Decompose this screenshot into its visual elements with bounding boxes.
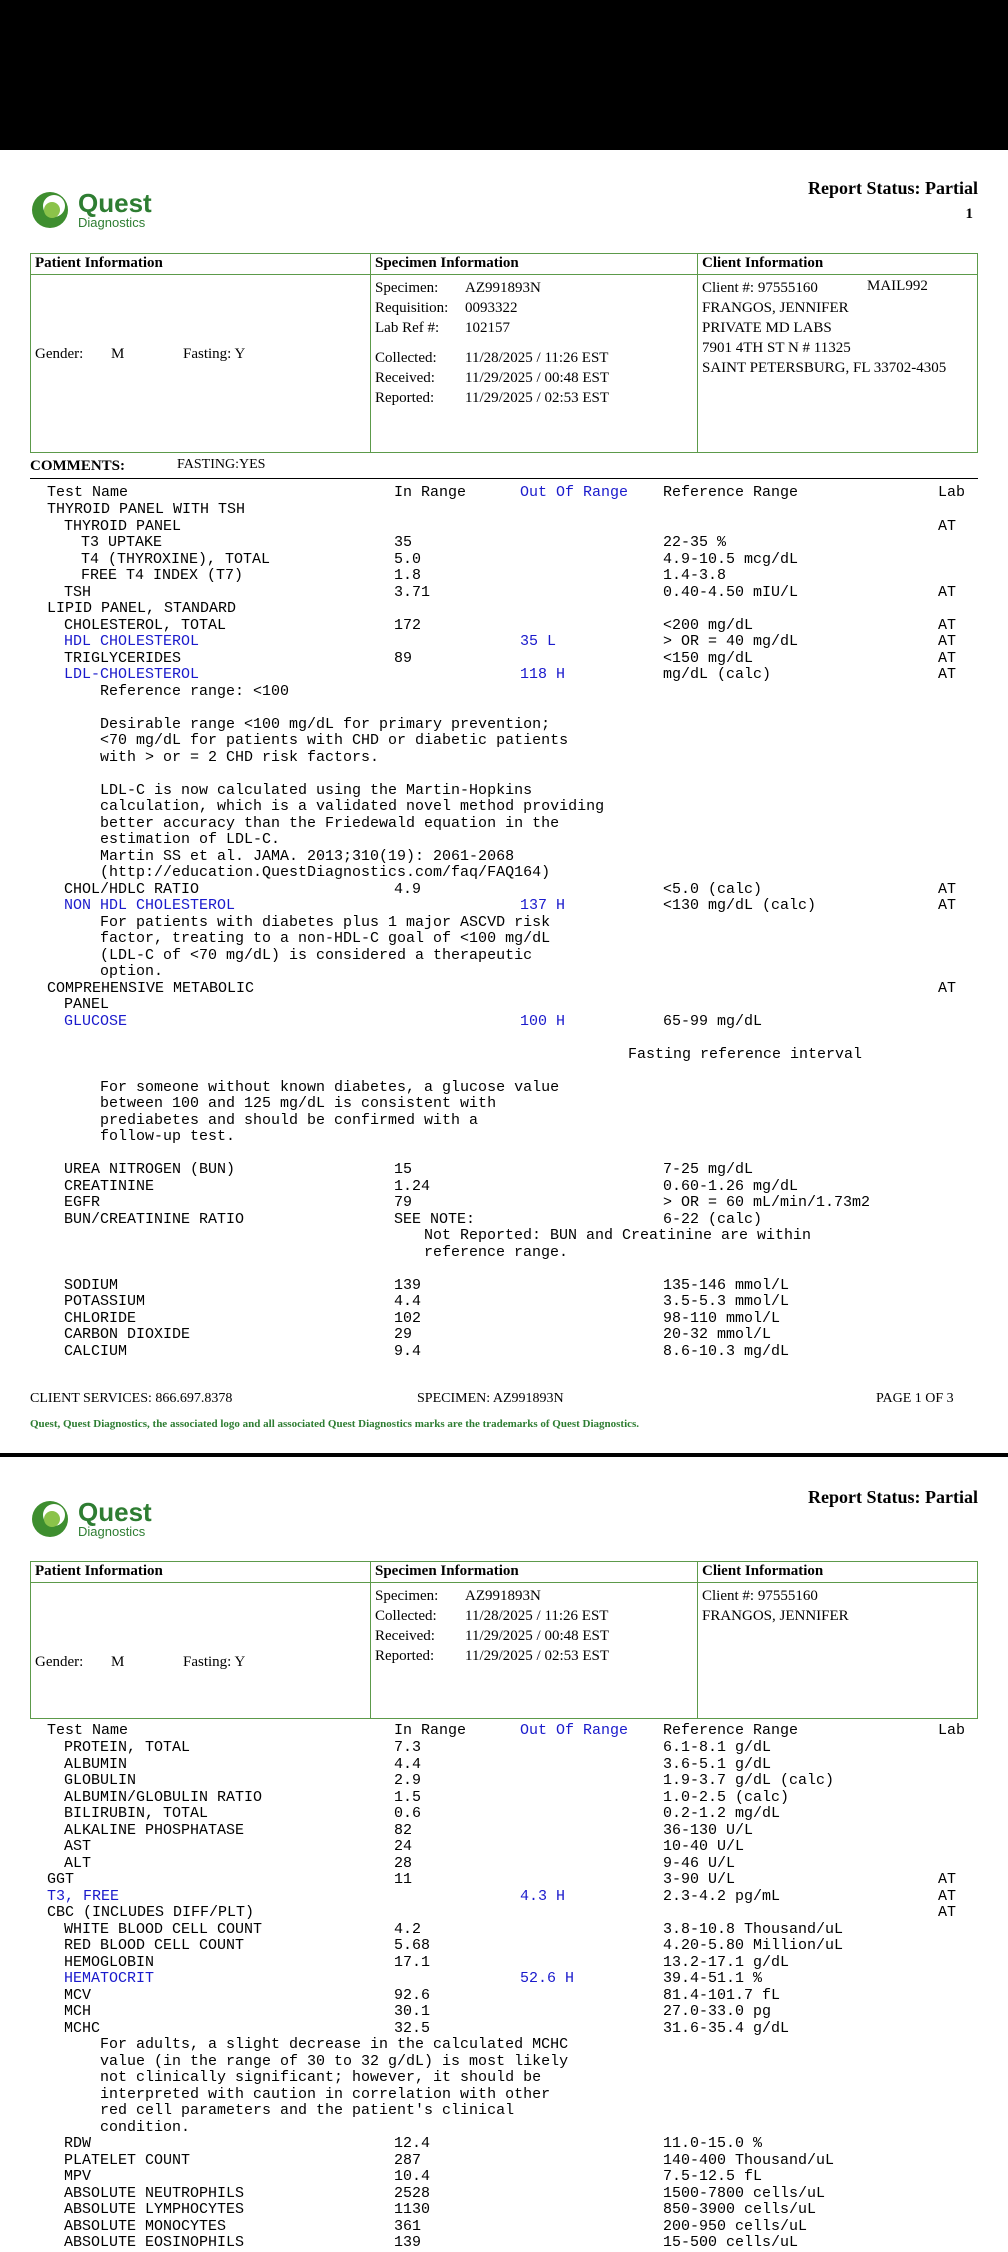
specimen-value: AZ991893N: [465, 1588, 541, 1604]
reference-range: 0.2-1.2 mg/dL: [663, 1805, 781, 1822]
client-address: 7901 4TH ST N # 11325: [702, 340, 851, 356]
trademark-notice: Quest, Quest Diagnostics, the associated logo and all associated Quest Diagnostics marks are the trademarks of Quest Diagnostics.: [30, 1418, 640, 1430]
in-range-value: 5.68: [394, 1937, 431, 1954]
specimen-label: Specimen:: [375, 280, 439, 296]
result-comment-line: option.: [100, 963, 164, 980]
in-range-value: 172: [394, 616, 422, 634]
reference-range: mg/dL (calc): [663, 666, 772, 683]
reference-range: 8.6-10.3 mg/dL: [663, 1342, 790, 1360]
test-name: ALKALINE PHOSPHATASE: [64, 1821, 245, 1839]
result-comment-line: calculation, which is a validated novel method providing: [100, 798, 605, 815]
reference-range: <5.0 (calc): [663, 880, 763, 898]
comments-label: COMMENTS:: [30, 458, 125, 474]
lab-code: AT: [938, 583, 957, 601]
reference-range: 7.5-12.5 fL: [663, 2168, 763, 2185]
in-range-value: 17.1: [394, 1953, 431, 1971]
result-comment-line: (LDL-C of <70 mg/dL) is considered a therapeutic: [100, 946, 533, 964]
reference-range: 10-40 U/L: [663, 1838, 745, 1855]
test-name: NON HDL CHOLESTEROL: [64, 897, 236, 914]
result-comment-line: red cell parameters and the patient's clinical: [100, 2102, 515, 2119]
header-out-of-range: Out Of Range: [520, 1722, 629, 1739]
footer-specimen: SPECIMEN: AZ991893N: [417, 1391, 564, 1406]
reference-range: 20-32 mmol/L: [663, 1326, 772, 1343]
in-range-value: 92.6: [394, 1986, 431, 2004]
quest-logo-icon: [30, 1497, 70, 1539]
header-test-name: Test Name: [47, 1722, 129, 1739]
requisition-label: Requisition:: [375, 300, 449, 316]
reference-range: 98-110 mmol/L: [663, 1309, 781, 1327]
fasting-label: Fasting: Y: [183, 346, 246, 362]
in-range-value: 10.4: [394, 2168, 431, 2185]
reference-range: 3.6-5.1 g/dL: [663, 1755, 772, 1773]
collected-value: 11/28/2025 / 11:26 EST: [465, 1608, 609, 1624]
result-comment-line: Reference range: <100: [100, 682, 290, 700]
reference-range: 39.4-51.1 %: [663, 1970, 763, 1987]
in-range-value: 28: [394, 1854, 413, 1872]
reference-range: > OR = 60 mL/min/1.73m2: [663, 1194, 871, 1211]
lab-code: AT: [938, 1887, 957, 1905]
in-range-value: 29: [394, 1326, 413, 1343]
bun-ratio-note: Not Reported: BUN and Creatinine are within: [424, 1227, 812, 1244]
reference-range: 3.5-5.3 mmol/L: [663, 1293, 790, 1310]
test-name: CHOL/HDLC RATIO: [64, 880, 200, 898]
test-name: PLATELET COUNT: [64, 2151, 191, 2169]
specimen-info-title: Specimen Information: [375, 255, 519, 271]
client-lab-name: PRIVATE MD LABS: [702, 320, 832, 336]
reference-range: 22-35 %: [663, 534, 727, 551]
out-of-range-value: 35 L: [520, 633, 557, 650]
client-city: SAINT PETERSBURG, FL 33702-4305: [702, 360, 947, 376]
test-name: FREE T4 INDEX (T7): [81, 567, 244, 584]
received-value: 11/29/2025 / 00:48 EST: [465, 1628, 610, 1644]
reference-range: 135-146 mmol/L: [663, 1276, 790, 1294]
specimen-info-title: Specimen Information: [375, 1563, 519, 1579]
reference-range: 1.4-3.8: [663, 567, 727, 584]
test-name: CREATININE: [64, 1177, 155, 1195]
in-range-value: 0.6: [394, 1805, 422, 1822]
in-range-value: 79: [394, 1194, 413, 1211]
test-name: PROTEIN, TOTAL: [64, 1739, 191, 1756]
result-comment-line: with > or = 2 CHD risk factors.: [100, 748, 380, 766]
test-name: MCH: [64, 2003, 92, 2020]
test-name: RDW: [64, 2135, 92, 2152]
report-status-p2: Report Status: Partial: [808, 1487, 978, 1507]
test-name: UREA NITROGEN (BUN): [64, 1161, 236, 1178]
received-value: 11/29/2025 / 00:48 EST: [465, 370, 610, 386]
in-range-value: 4.9: [394, 880, 422, 898]
reference-range: 3.8-10.8 Thousand/uL: [663, 1920, 844, 1938]
collected-label: Collected:: [375, 350, 437, 366]
test-name: SODIUM: [64, 1276, 119, 1294]
test-name: COMPREHENSIVE METABOLIC: [47, 979, 255, 997]
in-range-value: 2528: [394, 2184, 431, 2202]
in-range-value: 89: [394, 649, 413, 667]
reported-value: 11/29/2025 / 02:53 EST: [465, 390, 610, 406]
info-box: [30, 253, 978, 453]
in-range-value: 11: [394, 1871, 413, 1888]
lab-code: AT: [938, 897, 957, 914]
bun-ratio-note: reference range.: [424, 1243, 569, 1261]
comments-value: FASTING:YES: [177, 457, 266, 472]
test-name: ABSOLUTE NEUTROPHILS: [64, 2184, 245, 2202]
result-comment-line: For someone without known diabetes, a glucose value: [100, 1078, 560, 1096]
test-name: GLUCOSE: [64, 1012, 128, 1030]
test-name: CARBON DIOXIDE: [64, 1326, 191, 1343]
in-range-value: 4.4: [394, 1293, 422, 1310]
result-comment-line: factor, treating to a non-HDL-C goal of <100 mg/dL: [100, 930, 551, 947]
specimen-label: Specimen:: [375, 1588, 439, 1604]
client-mail-code: MAIL992: [867, 278, 928, 294]
gender-label: Gender:: [35, 1654, 84, 1670]
reference-range: > OR = 40 mg/dL: [663, 633, 799, 650]
lab-code: AT: [938, 666, 957, 683]
in-range-value: 5.0: [394, 550, 422, 568]
result-comment-line: not clinically significant; however, it should be: [100, 2069, 542, 2086]
test-name: CHOLESTEROL, TOTAL: [64, 616, 227, 634]
gender-label: Gender:: [35, 346, 84, 362]
result-comment-line: (http://education.QuestDiagnostics.com/faq/FAQ164): [100, 864, 551, 881]
in-range-value: 35: [394, 534, 413, 551]
in-range-value: 139: [394, 1276, 422, 1294]
out-of-range-value: 118 H: [520, 666, 566, 683]
page-number: PAGE 1 OF 3: [876, 1391, 954, 1406]
patient-info-title: Patient Information: [35, 255, 163, 271]
reference-range: 3-90 U/L: [663, 1871, 736, 1888]
in-range-value: 1.8: [394, 567, 422, 584]
client-info-title: Client Information: [702, 255, 824, 271]
out-of-range-value: 52.6 H: [520, 1970, 575, 1987]
result-comment-line: estimation of LDL-C.: [100, 831, 281, 848]
lab-code: AT: [938, 633, 957, 650]
in-range-value: 287: [394, 2151, 422, 2169]
reference-range: 1.0-2.5 (calc): [663, 1788, 790, 1806]
in-range-value: 30.1: [394, 2003, 431, 2020]
header-reference-range: Reference Range: [663, 484, 799, 501]
in-range-value: 1.24: [394, 1177, 431, 1195]
in-range-value: 9.4: [394, 1342, 422, 1360]
reference-range: <130 mg/dL (calc): [663, 897, 817, 914]
in-range-value: 32.5: [394, 2019, 431, 2037]
lab-ref-label: Lab Ref #:: [375, 320, 440, 336]
quest-logo: Quest Diagnostics: [30, 188, 152, 230]
test-name: GLOBULIN: [64, 1772, 137, 1789]
client-number: Client #: 97555160: [702, 1588, 818, 1604]
collected-label: Collected:: [375, 1608, 437, 1624]
reported-label: Reported:: [375, 390, 435, 406]
requisition-value: 0093322: [465, 300, 518, 316]
in-range-value: 1130: [394, 2201, 431, 2218]
result-comment-line: value (in the range of 30 to 32 g/dL) is most likely: [100, 2052, 569, 2070]
reference-range: 7-25 mg/dL: [663, 1161, 754, 1178]
result-comment-line: LDL-C is now calculated using the Martin-Hopkins: [100, 781, 533, 799]
test-name: ABSOLUTE LYMPHOCYTES: [64, 2201, 245, 2218]
gender-value: M: [111, 346, 125, 362]
test-name: BILIRUBIN, TOTAL: [64, 1805, 209, 1822]
test-name: THYROID PANEL: [64, 517, 182, 535]
result-comment-line: better accuracy than the Friedewald equation in the: [100, 814, 560, 832]
test-name: CHLORIDE: [64, 1309, 137, 1327]
test-name: HEMOGLOBIN: [64, 1953, 155, 1971]
in-range-value: 2.9: [394, 1772, 422, 1789]
reference-range: <200 mg/dL: [663, 616, 754, 634]
test-name: T4 (THYROXINE), TOTAL: [81, 550, 271, 568]
result-comment-line: prediabetes and should be confirmed with a: [100, 1111, 479, 1129]
result-comment-line: For patients with diabetes plus 1 major ASCVD risk: [100, 913, 551, 931]
test-name: PANEL: [64, 996, 110, 1013]
result-comment-line: condition.: [100, 2118, 191, 2136]
test-name: ABSOLUTE EOSINOPHILS: [64, 2234, 245, 2251]
header-lab: Lab: [938, 484, 966, 501]
test-name: MCHC: [64, 2019, 101, 2037]
lab-code: AT: [938, 649, 957, 667]
received-label: Received:: [375, 370, 435, 386]
test-name: EGFR: [64, 1194, 101, 1211]
in-range-value: 361: [394, 2217, 422, 2235]
test-name: RED BLOOD CELL COUNT: [64, 1937, 245, 1954]
test-name: ALBUMIN/GLOBULIN RATIO: [64, 1788, 263, 1806]
lab-code: AT: [938, 979, 957, 997]
header-out-of-range: Out Of Range: [520, 484, 629, 501]
lab-code: AT: [938, 1904, 957, 1921]
test-name: HEMATOCRIT: [64, 1970, 155, 1987]
result-comment-line: interpreted with caution in correlation with other: [100, 2085, 551, 2103]
reference-range: 0.60-1.26 mg/dL: [663, 1177, 799, 1195]
top-black-bar: [0, 0, 1008, 150]
in-range-value: 3.71: [394, 583, 431, 601]
lab-code: AT: [938, 517, 957, 535]
header-test-name: Test Name: [47, 484, 129, 501]
reference-range: 13.2-17.1 g/dL: [663, 1953, 790, 1971]
client-number: Client #: 97555160: [702, 280, 818, 296]
in-range-value: 7.3: [394, 1739, 422, 1756]
in-range-value: 15: [394, 1161, 413, 1178]
lab-code: AT: [938, 1871, 957, 1888]
test-name: TRIGLYCERIDES: [64, 649, 182, 667]
test-name: GGT: [47, 1871, 75, 1888]
reference-range: 15-500 cells/uL: [663, 2234, 799, 2251]
reference-range: 0.40-4.50 mIU/L: [663, 583, 799, 601]
test-name: CALCIUM: [64, 1342, 128, 1360]
in-range-value: 102: [394, 1309, 422, 1327]
in-range-value: 1.5: [394, 1788, 422, 1806]
result-comment-line: <70 mg/dL for patients with CHD or diabetic patients: [100, 732, 569, 749]
test-name: ALBUMIN: [64, 1755, 128, 1773]
gender-value: M: [111, 1654, 125, 1670]
lab-code: AT: [938, 880, 957, 898]
reference-range: 27.0-33.0 pg: [663, 2003, 772, 2020]
in-range-value: 4.2: [394, 1920, 422, 1938]
test-name: CBC (INCLUDES DIFF/PLT): [47, 1904, 255, 1921]
test-name: ABSOLUTE MONOCYTES: [64, 2217, 227, 2235]
test-name: HDL CHOLESTEROL: [64, 633, 200, 650]
fasting-label: Fasting: Y: [183, 1654, 246, 1670]
lab-code: AT: [938, 616, 957, 634]
header-lab: Lab: [938, 1722, 966, 1739]
in-range-value: 139: [394, 2234, 422, 2251]
header-in-range: In Range: [394, 484, 467, 501]
client-services: CLIENT SERVICES: 866.697.8378: [30, 1391, 233, 1406]
page-corner-mark: 1: [965, 206, 973, 222]
test-name: T3, FREE: [47, 1887, 120, 1905]
quest-logo-p2: Quest Diagnostics: [30, 1497, 152, 1539]
info-box-p2: [30, 1561, 978, 1719]
reference-range: 1.9-3.7 g/dL (calc): [663, 1772, 835, 1789]
reference-range: 81.4-101.7 fL: [663, 1986, 781, 2004]
test-name: MCV: [64, 1986, 92, 2004]
reported-value: 11/29/2025 / 02:53 EST: [465, 1648, 610, 1664]
test-name: WHITE BLOOD CELL COUNT: [64, 1920, 263, 1938]
header-reference-range: Reference Range: [663, 1722, 799, 1739]
test-name: BUN/CREATININE RATIO: [64, 1210, 245, 1228]
lab-ref-value: 102157: [465, 320, 510, 336]
test-name: TSH: [64, 583, 92, 601]
test-name: THYROID PANEL WITH TSH: [47, 501, 246, 518]
reference-range: 140-400 Thousand/uL: [663, 2151, 835, 2169]
reference-range: 6.1-8.1 g/dL: [663, 1739, 772, 1756]
quest-logo-icon: [30, 188, 70, 230]
reference-range: 4.9-10.5 mcg/dL: [663, 550, 799, 568]
result-comment-line: follow-up test.: [100, 1128, 236, 1145]
reference-range: 4.20-5.80 Million/uL: [663, 1937, 844, 1954]
reference-range: 36-130 U/L: [663, 1821, 754, 1839]
reference-range: 65-99 mg/dL: [663, 1012, 763, 1030]
test-name: ALT: [64, 1854, 92, 1872]
reference-range: 1500-7800 cells/uL: [663, 2184, 826, 2202]
page-separator: [0, 1453, 1008, 1457]
reference-range: 11.0-15.0 %: [663, 2135, 763, 2152]
collected-value: 11/28/2025 / 11:26 EST: [465, 350, 609, 366]
result-comment-line: Desirable range <100 mg/dL for primary prevention;: [100, 715, 551, 733]
reference-range: 850-3900 cells/uL: [663, 2201, 817, 2218]
test-name: POTASSIUM: [64, 1293, 146, 1310]
received-label: Received:: [375, 1628, 435, 1644]
in-range-value: 4.4: [394, 1755, 422, 1773]
client-doctor: FRANGOS, JENNIFER: [702, 300, 849, 316]
test-name: MPV: [64, 2168, 92, 2185]
reference-range: <150 mg/dL: [663, 649, 754, 667]
reference-range: 6-22 (calc): [663, 1210, 763, 1228]
reference-range: 31.6-35.4 g/dL: [663, 2019, 790, 2037]
reported-label: Reported:: [375, 1648, 435, 1664]
reference-range: 9-46 U/L: [663, 1854, 736, 1872]
reference-range: 2.3-4.2 pg/mL: [663, 1887, 781, 1905]
specimen-value: AZ991893N: [465, 280, 541, 296]
out-of-range-value: 4.3 H: [520, 1887, 566, 1905]
result-comment-line: For adults, a slight decrease in the calculated MCHC: [100, 2036, 569, 2053]
out-of-range-value: 137 H: [520, 897, 566, 914]
test-name: T3 UPTAKE: [81, 534, 163, 551]
header-in-range: In Range: [394, 1722, 467, 1739]
result-comment-line: Martin SS et al. JAMA. 2013;310(19): 2061-2068: [100, 847, 515, 865]
test-name: LIPID PANEL, STANDARD: [47, 600, 237, 617]
client-info-title: Client Information: [702, 1563, 824, 1579]
interval-note: Fasting reference interval: [628, 1045, 863, 1063]
in-range-value: 24: [394, 1838, 413, 1855]
in-range-value: SEE NOTE:: [394, 1210, 476, 1228]
patient-info-title: Patient Information: [35, 1563, 163, 1579]
in-range-value: 12.4: [394, 2135, 431, 2152]
test-name: LDL-CHOLESTEROL: [64, 666, 200, 683]
result-comment-line: between 100 and 125 mg/dL is consistent with: [100, 1095, 497, 1112]
comments-rule: [30, 478, 978, 479]
in-range-value: 82: [394, 1821, 413, 1839]
test-name: AST: [64, 1838, 92, 1855]
client-doctor: FRANGOS, JENNIFER: [702, 1608, 849, 1624]
out-of-range-value: 100 H: [520, 1012, 566, 1030]
report-status: Report Status: Partial: [808, 178, 978, 198]
reference-range: 200-950 cells/uL: [663, 2217, 808, 2235]
